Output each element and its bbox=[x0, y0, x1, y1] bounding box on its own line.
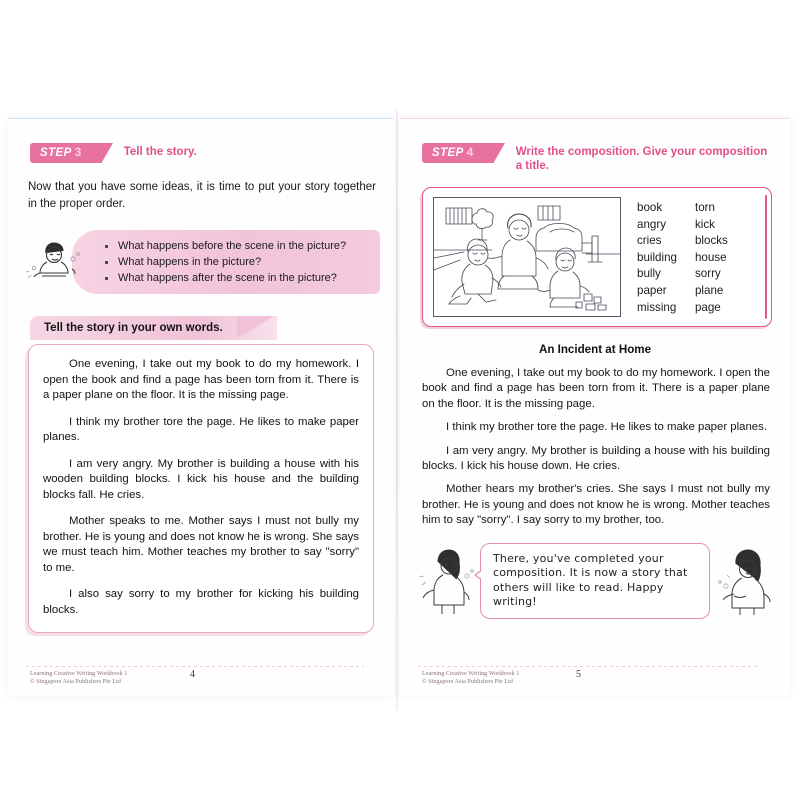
scene-illustration bbox=[433, 197, 621, 317]
word-item: paper bbox=[637, 283, 667, 297]
word-item: torn bbox=[694, 201, 715, 214]
composition-text bbox=[422, 366, 770, 529]
step-title: Tell the story. bbox=[123, 146, 197, 158]
word-item: plane bbox=[694, 283, 724, 297]
word-item: building bbox=[637, 250, 677, 264]
question-item: What happens after the scene in the picture? bbox=[102, 270, 368, 286]
question-item: What happens in the picture? bbox=[102, 254, 368, 270]
step-label: STEP bbox=[40, 147, 72, 159]
closing-speech-bubble bbox=[480, 543, 710, 619]
word-item: page bbox=[694, 300, 721, 314]
footer-divider bbox=[26, 666, 364, 667]
composition-title: An Incident at Home bbox=[538, 343, 652, 356]
word-item: cries bbox=[637, 234, 662, 248]
word-item: blocks bbox=[694, 234, 728, 248]
step-badge bbox=[422, 143, 494, 163]
step-number: 4 bbox=[466, 145, 474, 159]
question-list bbox=[102, 238, 368, 286]
story-paragraph: I am very angry. My brother is building a house with his wooden building blocks. I kick his house and the building blocks fall. He cries. bbox=[43, 457, 359, 501]
right-page bbox=[400, 118, 790, 696]
story-paragraph: One evening, I take out my book to do my homework. I open the book and find a page has been torn from it. There is a paper plane on the floor. It is the missing page. bbox=[43, 358, 359, 401]
word-item: kick bbox=[694, 217, 715, 231]
word-item: angry bbox=[637, 217, 667, 231]
word-column-1 bbox=[637, 200, 677, 317]
footer-copyright: © Singapore Asia Publishers Pte Ltd bbox=[30, 678, 121, 685]
word-item: missing bbox=[637, 300, 677, 314]
step-badge bbox=[30, 143, 102, 163]
composition-paragraph: I am very angry. My brother is building a house with his building blocks. I kick his house down. He cries. bbox=[422, 444, 770, 473]
story-box[interactable] bbox=[28, 344, 374, 633]
tell-story-tab: Tell the story in your own words. bbox=[30, 316, 277, 340]
girl-waving-icon bbox=[418, 546, 476, 616]
closing-message-row bbox=[418, 545, 776, 617]
story-paragraph: Mother speaks to me. Mother says I must not bully my brother. He is young and does not know he is wrong. She says we must teach him. Mother teaches my brother to say "sorry" to me. bbox=[43, 515, 359, 574]
word-bank-divider bbox=[765, 195, 767, 319]
story-paragraph: I think my brother tore the page. He likes to make paper planes. bbox=[43, 415, 359, 443]
girl-clapping-icon bbox=[714, 546, 776, 616]
footer-credit bbox=[422, 670, 519, 686]
word-bank-box bbox=[422, 187, 772, 327]
composition-paragraph: One evening, I take out my book to do my homework. I open the book and find a page has been torn from it. There is a paper plane on the floor. It is the missing page. bbox=[422, 367, 770, 410]
left-page bbox=[8, 118, 394, 696]
question-panel bbox=[26, 230, 380, 294]
word-item: bully bbox=[637, 267, 661, 281]
question-item: What happens before the scene in the picture? bbox=[102, 238, 368, 254]
composition-paragraph: I think my brother tore the page. He likes to make paper planes. bbox=[446, 421, 768, 434]
intro-text: Now that you have some ideas, it is time to put your story together in the proper order. bbox=[28, 181, 376, 210]
footer-credit bbox=[30, 670, 127, 686]
page-gutter bbox=[396, 110, 398, 710]
page-number-left: 4 bbox=[190, 669, 195, 680]
question-bubble bbox=[72, 230, 380, 294]
boy-thinking-figure bbox=[26, 235, 88, 289]
step-number: 3 bbox=[74, 145, 82, 159]
right-footer bbox=[400, 670, 790, 686]
footer-copyright: © Singapore Asia Publishers Pte Ltd bbox=[422, 678, 513, 685]
footer-title: Learning Creative Writing Workbook 1 bbox=[30, 670, 128, 677]
step-title: Write the composition. Give your composition a title. bbox=[515, 146, 768, 172]
word-item: book bbox=[637, 201, 663, 214]
word-bank-lists bbox=[633, 197, 761, 317]
word-item: house bbox=[694, 250, 727, 264]
footer-divider bbox=[418, 666, 760, 667]
story-paragraph: I also say sorry to my brother for kicking his building blocks. bbox=[43, 588, 359, 616]
step-label: STEP bbox=[432, 147, 464, 159]
page-number-right: 5 bbox=[576, 669, 581, 680]
girl-right-figure bbox=[714, 546, 776, 616]
left-footer bbox=[8, 670, 394, 686]
boy-thinking-icon bbox=[26, 235, 88, 289]
composition-paragraph: Mother hears my brother's cries. She says I must not bully my brother. He is young and does not know he is wrong. Mother teaches him to say "sorry". I say sorry to my brother, too. bbox=[422, 483, 770, 527]
step-3-header bbox=[30, 143, 394, 163]
word-column-2 bbox=[695, 200, 728, 317]
girl-left-figure bbox=[418, 546, 476, 616]
word-item: sorry bbox=[694, 267, 721, 281]
family-living-room-icon bbox=[434, 198, 620, 316]
step-4-header bbox=[422, 143, 774, 173]
footer-title: Learning Creative Writing Workbook 1 bbox=[422, 670, 520, 677]
closing-speech-text: There, you've completed your composition. It is now a story that others will like to read. Happy writing! bbox=[493, 551, 688, 609]
